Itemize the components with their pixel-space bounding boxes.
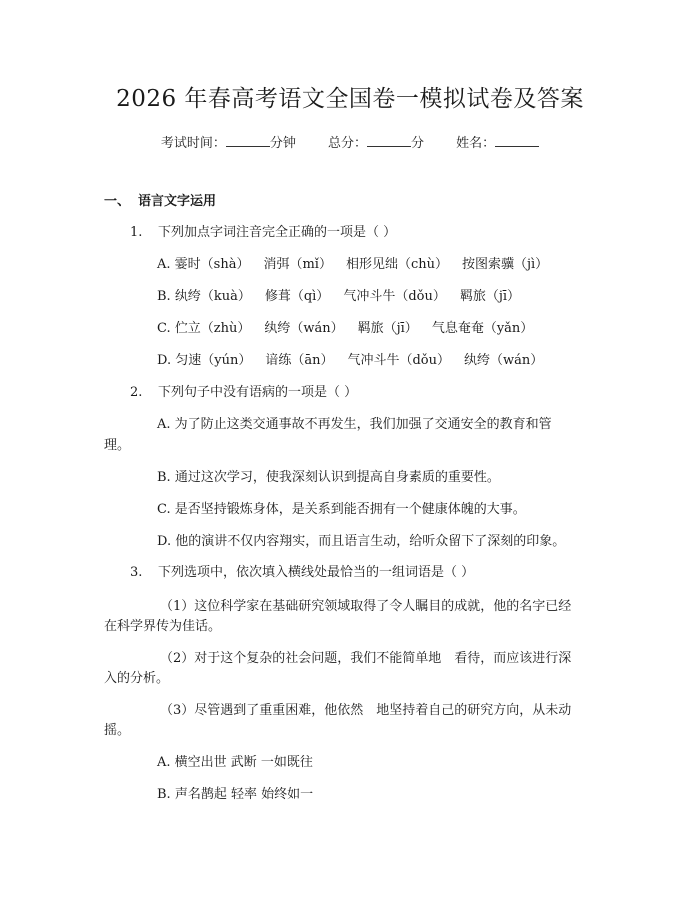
name-field [456,132,539,151]
question-2 [130,384,357,402]
score-unit: 分 [411,136,425,151]
option-word: 气息奄奄（yǎn） [431,321,534,336]
question-text: 下列句子中没有语病的一项是（ ） [158,385,358,400]
q2-option-a-line1: A. 为了防止这类交通事故不再发生，我们加强了交通安全的教育和管 [157,417,552,432]
option-word: D. 匀速（yún） [157,353,252,368]
exam-meta [0,132,700,151]
q1-option-a [157,256,562,274]
option-word: 羁旅（jī） [459,289,521,304]
q1-option-b [157,288,534,306]
q3-sentence-1-line1: （1）这位科学家在基础研究领域取得了令人瞩目的成就，他的名字已经 [160,599,572,614]
q2-option-c: C. 是否坚持锻炼身体，是关系到能否拥有一个健康体魄的大事。 [157,502,526,517]
question-3 [130,564,474,582]
question-number: 1. [130,225,143,240]
name-label: 姓名： [456,136,496,151]
option-word: 纨绔（wán） [463,353,544,368]
q2-option-a-line2: 理。 [104,438,131,453]
question-text: 下列选项中，依次填入横线处最恰当的一组词语是（ ） [158,565,475,580]
option-word: 谙练（ān） [265,353,334,368]
score-blank [367,134,411,147]
option-word: C. 伫立（zhù） [157,321,251,336]
q2-option-b: B. 通过这次学习，使我深刻认识到提高自身素质的重要性。 [157,470,500,485]
option-word: 相形见绌（chù） [345,257,448,272]
name-blank [495,134,539,147]
option-word: 修葺（qì） [264,289,330,304]
q3-sentence-3-line2: 摇。 [104,723,131,738]
question-text: 下列加点字词注音完全正确的一项是（ ） [158,225,397,240]
question-number: 3. [130,565,143,580]
option-word: 消弭（mǐ） [263,257,332,272]
option-word: B. 纨绔（kuà） [157,289,251,304]
q1-option-c [157,320,547,338]
time-label: 考试时间： [160,136,226,151]
question-number: 2. [130,385,143,400]
score-field [328,132,424,151]
q3-sentence-2-line1: （2）对于这个复杂的社会问题，我们不能简单地 看待，而应该进行深 [160,651,572,666]
time-field [161,132,296,151]
q3-sentence-2-line2: 入的分析。 [104,671,170,686]
question-1 [130,224,396,242]
q3-option-b: B. 声名鹊起 轻率 始终如一 [157,787,314,802]
section-title: 语言文字运用 [138,194,217,209]
option-word: A. 霎时（shà） [157,257,250,272]
q3-sentence-3-line1: （3）尽管遇到了重重困难，他依然 地坚持着自己的研究方向，从未动 [160,703,572,718]
q3-option-a: A. 横空出世 武断 一如既往 [157,755,313,770]
time-blank [226,134,270,147]
section-heading [104,193,216,211]
time-unit: 分钟 [269,136,296,151]
q3-sentence-1-line2: 在科学界传为佳话。 [104,619,222,634]
page-title: 2026 年春高考语文全国卷一模拟试卷及答案 [116,86,584,112]
section-number: 一、 [104,194,131,209]
q2-option-d: D. 他的演讲不仅内容翔实，而且语言生动，给听众留下了深刻的印象。 [157,534,566,549]
option-word: 纨绔（wán） [264,321,344,336]
option-word: 气冲斗牛（dǒu） [347,353,450,368]
score-label: 总分： [327,136,367,151]
option-word: 按图索骥（jì） [461,257,549,272]
q1-option-d [157,352,557,370]
option-word: 羁旅（jī） [357,321,418,336]
option-word: 气冲斗牛（dǒu） [343,289,446,304]
